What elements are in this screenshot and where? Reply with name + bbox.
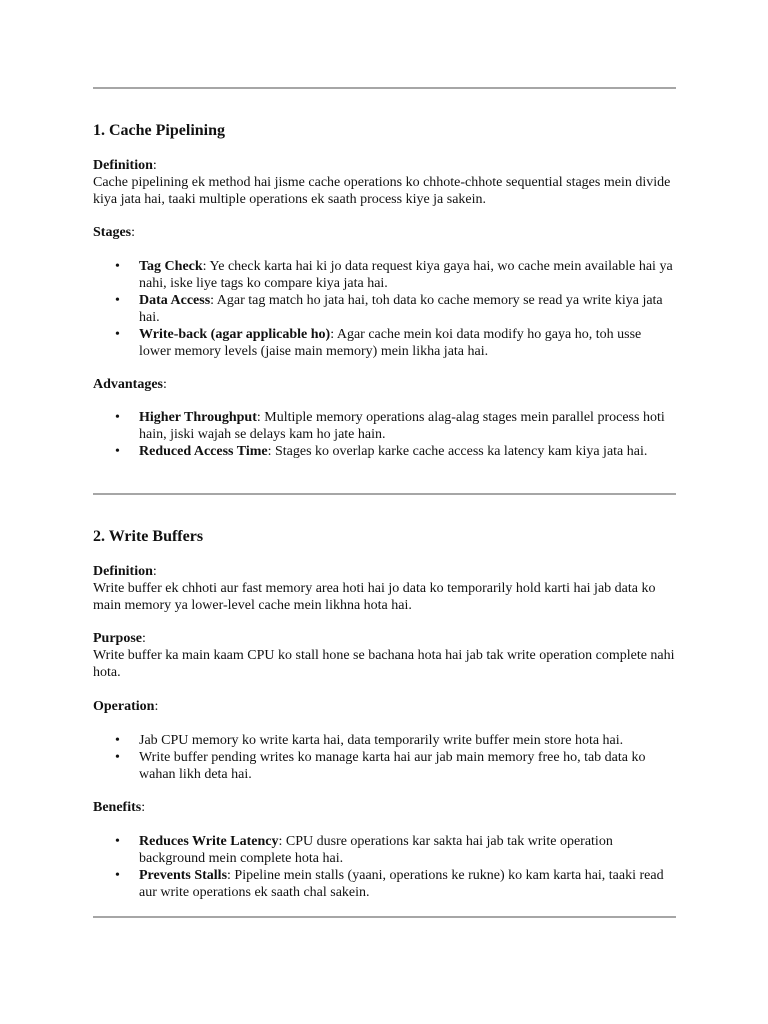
bullet-icon: • — [115, 259, 120, 274]
list-item: • Tag Check: Ye check karta hai ki jo data request kiya gaya hai, wo cache mein available hai ya nahi, iske liye tags ko compare kiya jata hai. — [115, 259, 673, 291]
operation-label: Operation: — [93, 699, 159, 714]
list-item: • Higher Throughput: Multiple memory operations alag-alag stages mein parallel process hoti hain, jiski wajah se delays kam ho jate hain. — [115, 410, 665, 442]
bullet-icon: • — [115, 868, 120, 883]
stages-list — [93, 258, 676, 360]
benefits-label: Benefits: — [93, 800, 146, 815]
horizontal-rule — [93, 87, 676, 89]
definition-label: Definition: — [93, 158, 157, 173]
purpose-text: Write buffer ka main kaam CPU ko stall hone se bachana hota hai jab tak write operation complete nahi hota. — [93, 648, 675, 680]
advantages-list — [93, 409, 676, 460]
list-item: • Write buffer pending writes ko manage karta hai aur jab main memory free ho, tab data ko wahan likh deta hai. — [115, 750, 646, 782]
list-item: • Jab CPU memory ko write karta hai, data temporarily write buffer mein store hota hai. — [115, 733, 624, 748]
section-heading-write-buffers: 2. Write Buffers — [93, 528, 204, 545]
horizontal-rule — [93, 493, 676, 495]
bullet-icon: • — [115, 410, 120, 425]
horizontal-rule — [93, 916, 676, 918]
stages-label: Stages: — [93, 225, 136, 240]
list-item: • Reduced Access Time: Stages ko overlap karke cache access ka latency kam kiya jata hai. — [115, 444, 648, 459]
list-item: • Data Access: Agar tag match ho jata hai, toh data ko cache memory se read ya write kiya jata hai. — [115, 293, 663, 325]
list-item: • Reduces Write Latency: CPU dusre operations kar sakta hai jab tak write operation background mein complete hota hai. — [115, 834, 613, 866]
list-item: • Prevents Stalls: Pipeline mein stalls (yaani, operations ke rukne) ko kam karta hai, taaki read aur write operations ek saath chal sakein. — [115, 868, 664, 900]
definition-label: Definition: — [93, 564, 157, 579]
definition-text: Write buffer ek chhoti aur fast memory area hoti hai jo data ko temporarily hold karti hai jab data ko main memory ya lower-level cache mein likhna hota hai. — [93, 581, 656, 613]
list-item: • Write-back (agar applicable ho): Agar cache mein koi data modify ho gaya ho, toh usse lower memory levels (jaise main memory) mein likha jata hai. — [115, 327, 642, 359]
operation-list — [93, 732, 676, 783]
purpose-label: Purpose: — [93, 631, 146, 646]
advantages-label: Advantages: — [93, 377, 167, 392]
bullet-icon: • — [115, 733, 120, 748]
bullet-icon: • — [115, 750, 120, 765]
benefits-list — [93, 833, 676, 901]
bullet-icon: • — [115, 444, 120, 459]
bullet-icon: • — [115, 834, 120, 849]
bullet-icon: • — [115, 327, 120, 342]
definition-text: Cache pipelining ek method hai jisme cache operations ko chhote-chhote sequential stages mein divide kiya jata hai, taaki multiple operations ek saath process kiye ja sakein. — [93, 175, 671, 207]
bullet-icon: • — [115, 293, 120, 308]
section-heading-cache-pipelining: 1. Cache Pipelining — [93, 122, 226, 139]
